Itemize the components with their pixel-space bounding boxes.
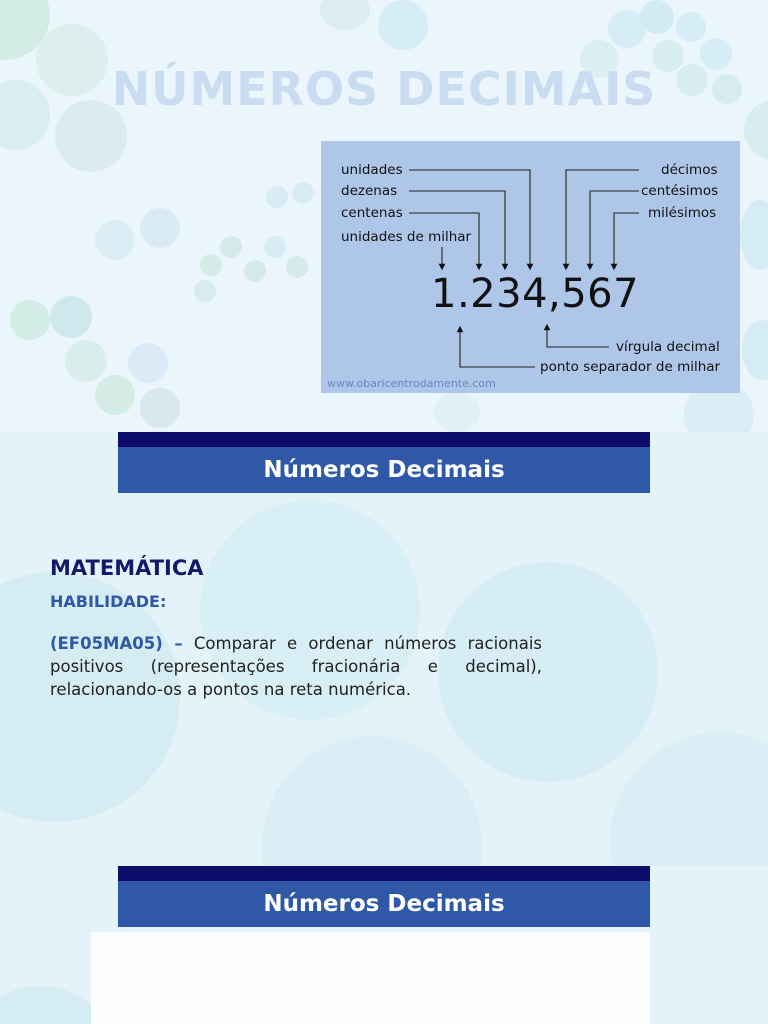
slide-1 xyxy=(0,0,768,432)
banner-title: Números Decimais xyxy=(118,447,650,493)
skill-text: Comparar e ordenar números racionais positivos (representações fracionária e decimal), relacionando-os a pontos na reta numérica. xyxy=(50,634,542,699)
skill-code: (EF05MA05) – xyxy=(50,634,183,653)
skill-label: HABILIDADE: xyxy=(50,592,167,611)
decor-bubble xyxy=(262,736,482,866)
source-url: www.obaricentrodamente.com xyxy=(327,377,496,390)
decor-bubble xyxy=(434,392,480,432)
decor-bubble xyxy=(140,208,180,248)
subject-heading: MATEMÁTICA xyxy=(50,556,204,580)
decor-bubble xyxy=(286,256,308,278)
decor-bubble xyxy=(200,254,222,276)
decor-bubble xyxy=(140,388,180,428)
slide-3 xyxy=(0,866,768,1024)
decor-bubble xyxy=(65,340,107,382)
label-decimos: décimos xyxy=(661,162,718,178)
decor-bubble xyxy=(320,0,370,30)
label-centenas: centenas xyxy=(341,205,403,221)
decor-bubble xyxy=(264,236,286,258)
slide-title: NÚMEROS DECIMAIS xyxy=(111,62,657,116)
decor-bubble xyxy=(50,296,92,338)
content-area xyxy=(91,932,650,1024)
decor-bubble xyxy=(128,343,168,383)
decor-bubble xyxy=(640,0,674,34)
decimal-place-diagram xyxy=(321,141,740,393)
decor-bubble xyxy=(266,186,288,208)
decor-bubble xyxy=(95,220,135,260)
decor-bubble xyxy=(742,320,768,380)
decor-bubble xyxy=(95,375,135,415)
label-centesimos: centésimos xyxy=(641,183,719,199)
label-milesimos: milésimos xyxy=(648,205,717,221)
section-banner xyxy=(118,432,650,493)
decor-bubble xyxy=(740,200,768,270)
label-unidades: unidades xyxy=(341,162,403,178)
skill-description xyxy=(50,632,542,701)
decor-bubble xyxy=(610,732,768,866)
decor-bubble xyxy=(676,12,706,42)
decor-bubble xyxy=(194,280,216,302)
label-unidades-de-milhar: unidades de milhar xyxy=(341,229,472,245)
example-number: 1.234,567 xyxy=(431,271,640,317)
banner-strip xyxy=(118,866,650,881)
decor-bubble xyxy=(378,0,428,50)
label-ponto-separador: ponto separador de milhar xyxy=(540,359,721,375)
section-banner xyxy=(118,866,650,927)
label-dezenas: dezenas xyxy=(341,183,398,199)
slide-2 xyxy=(0,432,768,866)
diagram-arrows xyxy=(321,141,740,393)
decor-bubble xyxy=(244,260,266,282)
decor-bubble xyxy=(10,300,50,340)
decor-bubble xyxy=(292,182,314,204)
decor-bubble xyxy=(220,236,242,258)
banner-title: Números Decimais xyxy=(118,881,650,927)
label-virgula-decimal: vírgula decimal xyxy=(616,339,720,355)
banner-strip xyxy=(118,432,650,447)
